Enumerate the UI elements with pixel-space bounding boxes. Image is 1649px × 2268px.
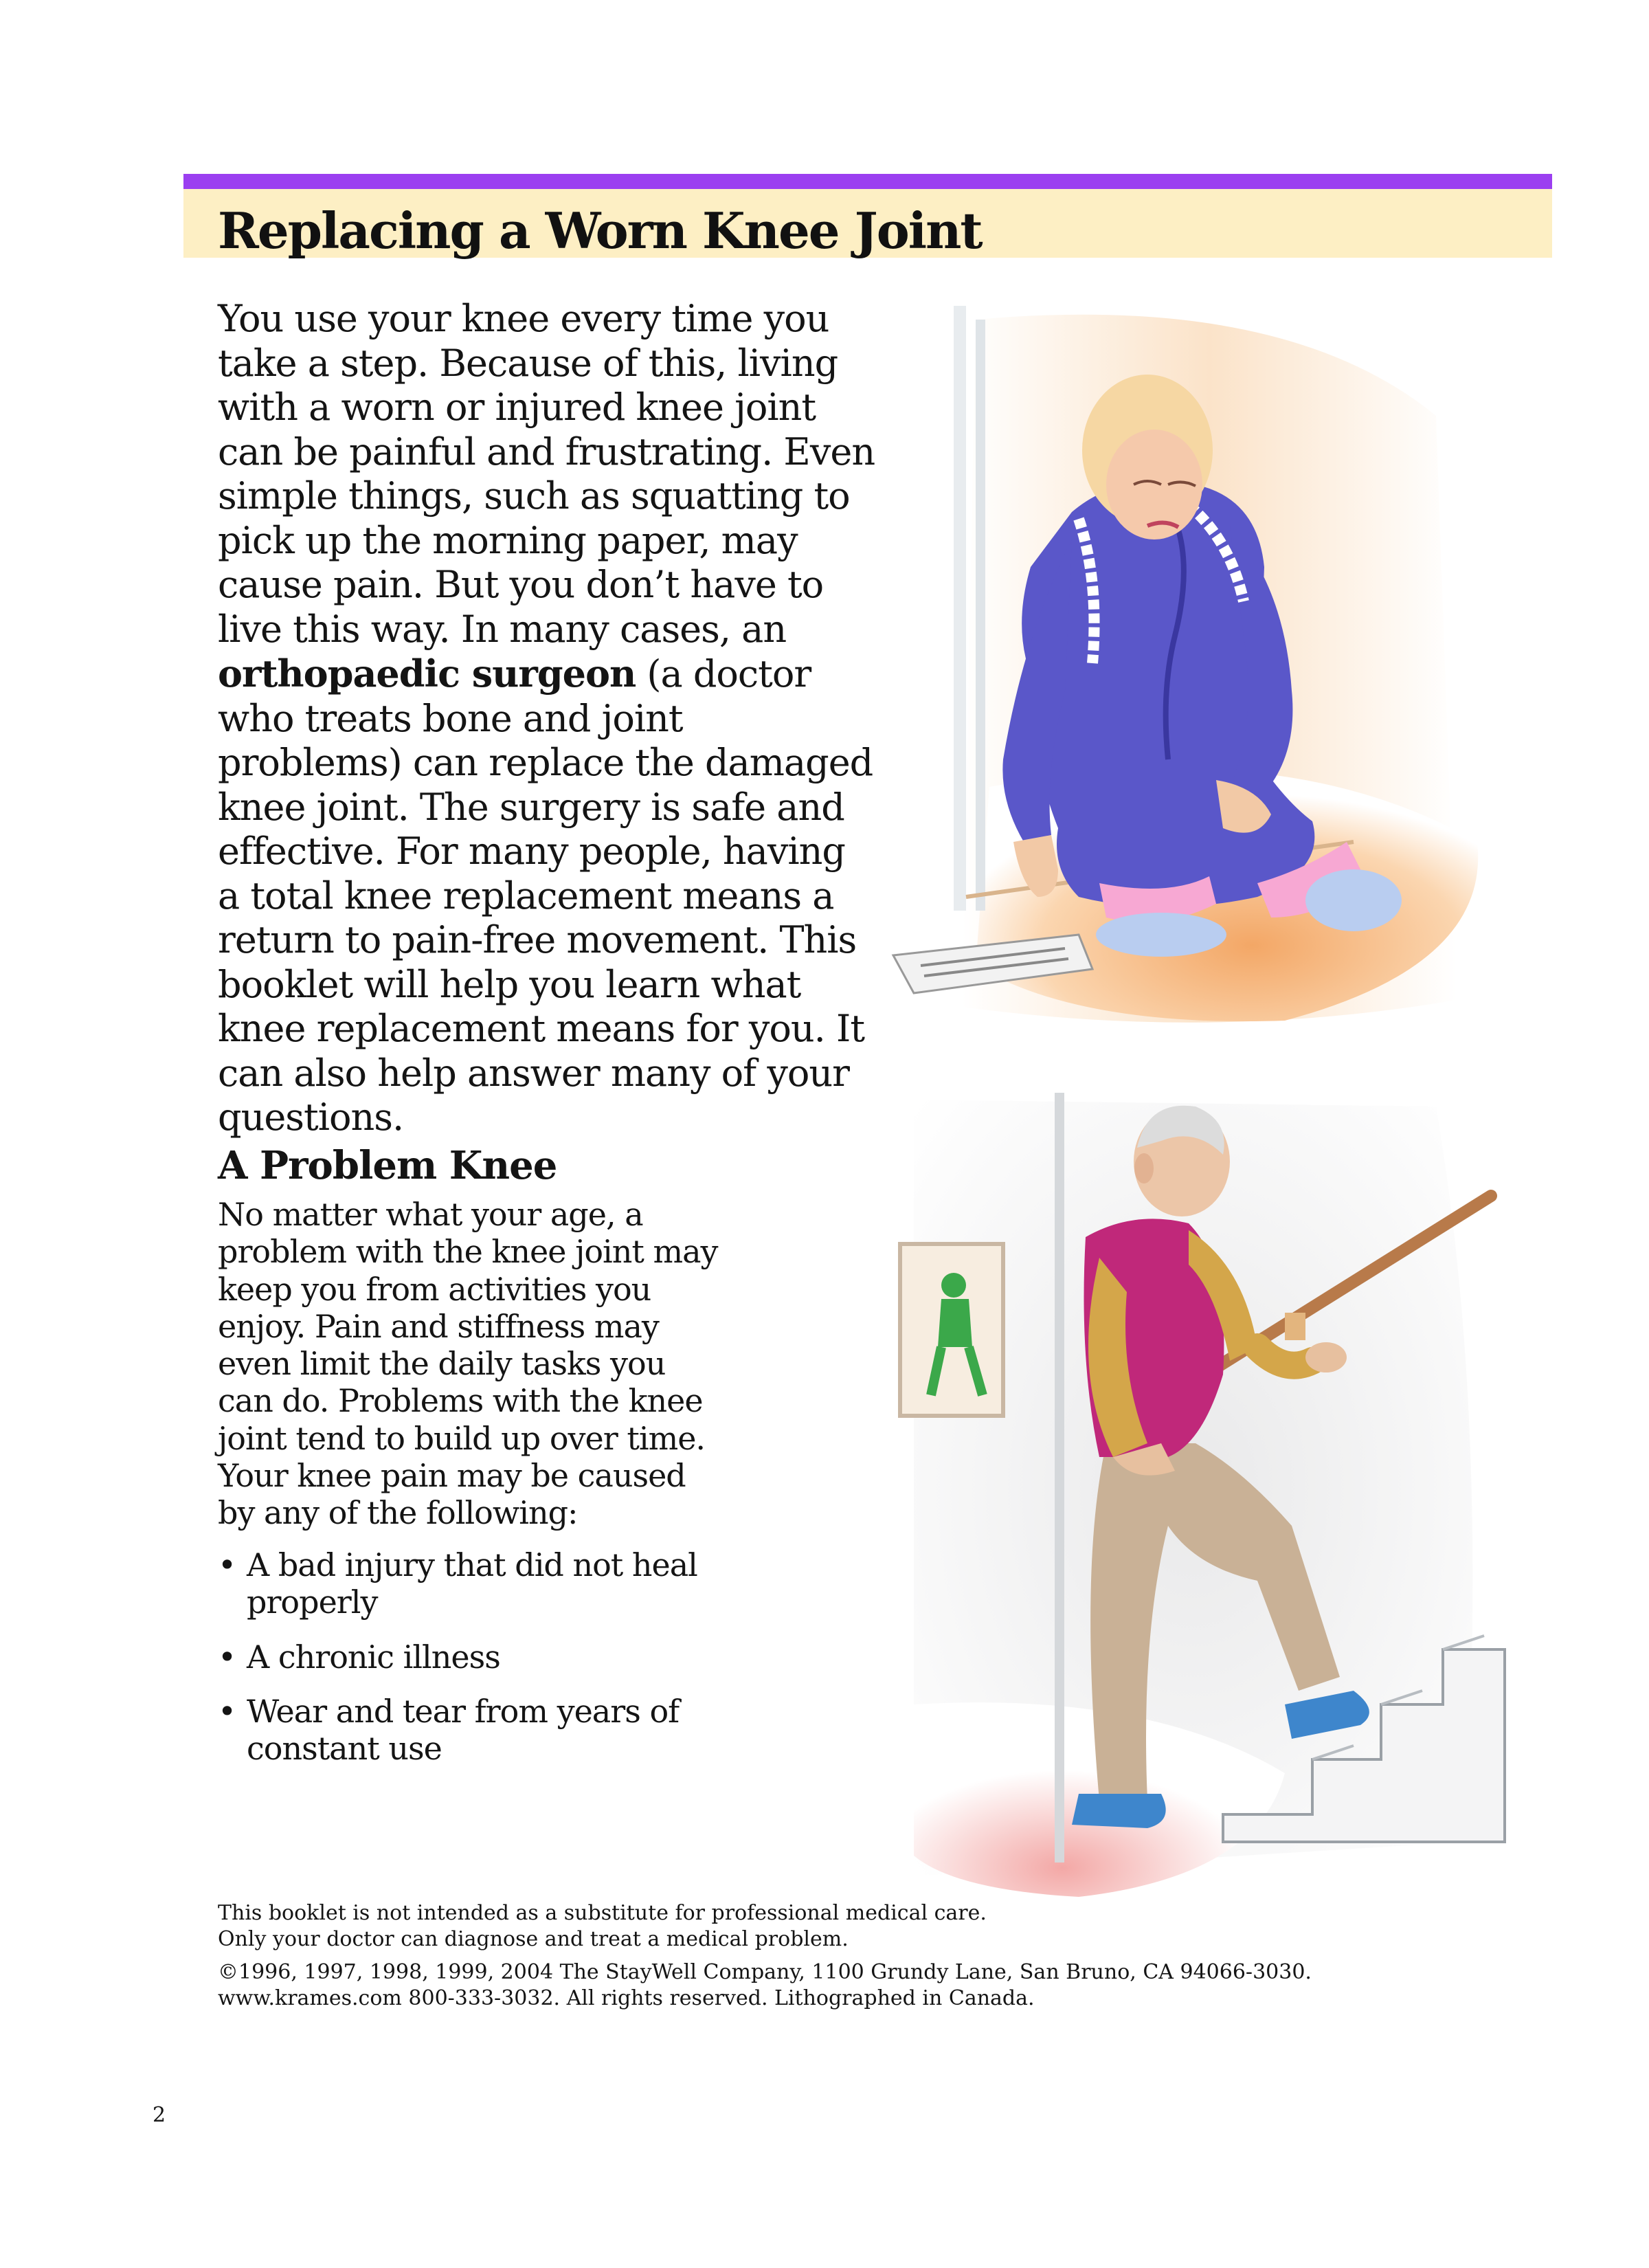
- man-climbing-stairs-illustration: [873, 1086, 1525, 1911]
- footer: [218, 1900, 1386, 2012]
- intro-text-end: (a doctor who treats bone and joint problems) can replace the damaged knee joint. The surgery is safe and effective. For many people, having a total knee replacement means a return to pain-free movement. This booklet will help you learn what knee replacement means for you. It can also help answer many of your questions.: [218, 652, 873, 1139]
- copyright-line: ©1996, 1997, 1998, 1999, 2004 The StayWell Company, 1100 Grundy Lane, San Bruno, CA 94066-3030.: [218, 1960, 1312, 1984]
- title-bar: [183, 174, 1552, 258]
- page-title: Replacing a Worn Knee Joint: [218, 201, 982, 260]
- page-number: 2: [153, 2103, 166, 2127]
- intro-text-start: You use your knee every time you take a step. Because of this, living with a worn or injured knee joint can be painful and frustrating. Even simple things, such as squatting to pick up the morning paper, may cause pain. But you don’t have to live this way. In many cases, an: [218, 297, 875, 651]
- section-body: No matter what your age, a problem with the knee joint may keep you from activities you enjoy. Pain and stiffness may even limit the daily tasks you can do. Problems with the knee joint tend to build up over time. Your knee pain may be caused by any of the following:: [218, 1196, 718, 1532]
- disclaimer-line-2: Only your doctor can diagnose and treat a medical problem.: [218, 1927, 849, 1951]
- list-item: • A bad injury that did not heal properly: [218, 1546, 740, 1621]
- intro-paragraph: [218, 297, 877, 1140]
- intro-bold-term: orthopaedic surgeon: [218, 652, 636, 696]
- contact-line: www.krames.com 800-333-3032. All rights reserved. Lithographed in Canada.: [218, 1986, 1035, 2010]
- list-item: • A chronic illness: [218, 1638, 740, 1676]
- disclaimer-line-1: This booklet is not intended as a substitute for professional medical care.: [218, 1901, 987, 1925]
- list-item: • Wear and tear from years of constant use: [218, 1693, 740, 1768]
- cause-list: [218, 1546, 740, 1784]
- woman-squatting-illustration: [873, 278, 1525, 1048]
- section-heading: A Problem Knee: [218, 1143, 557, 1188]
